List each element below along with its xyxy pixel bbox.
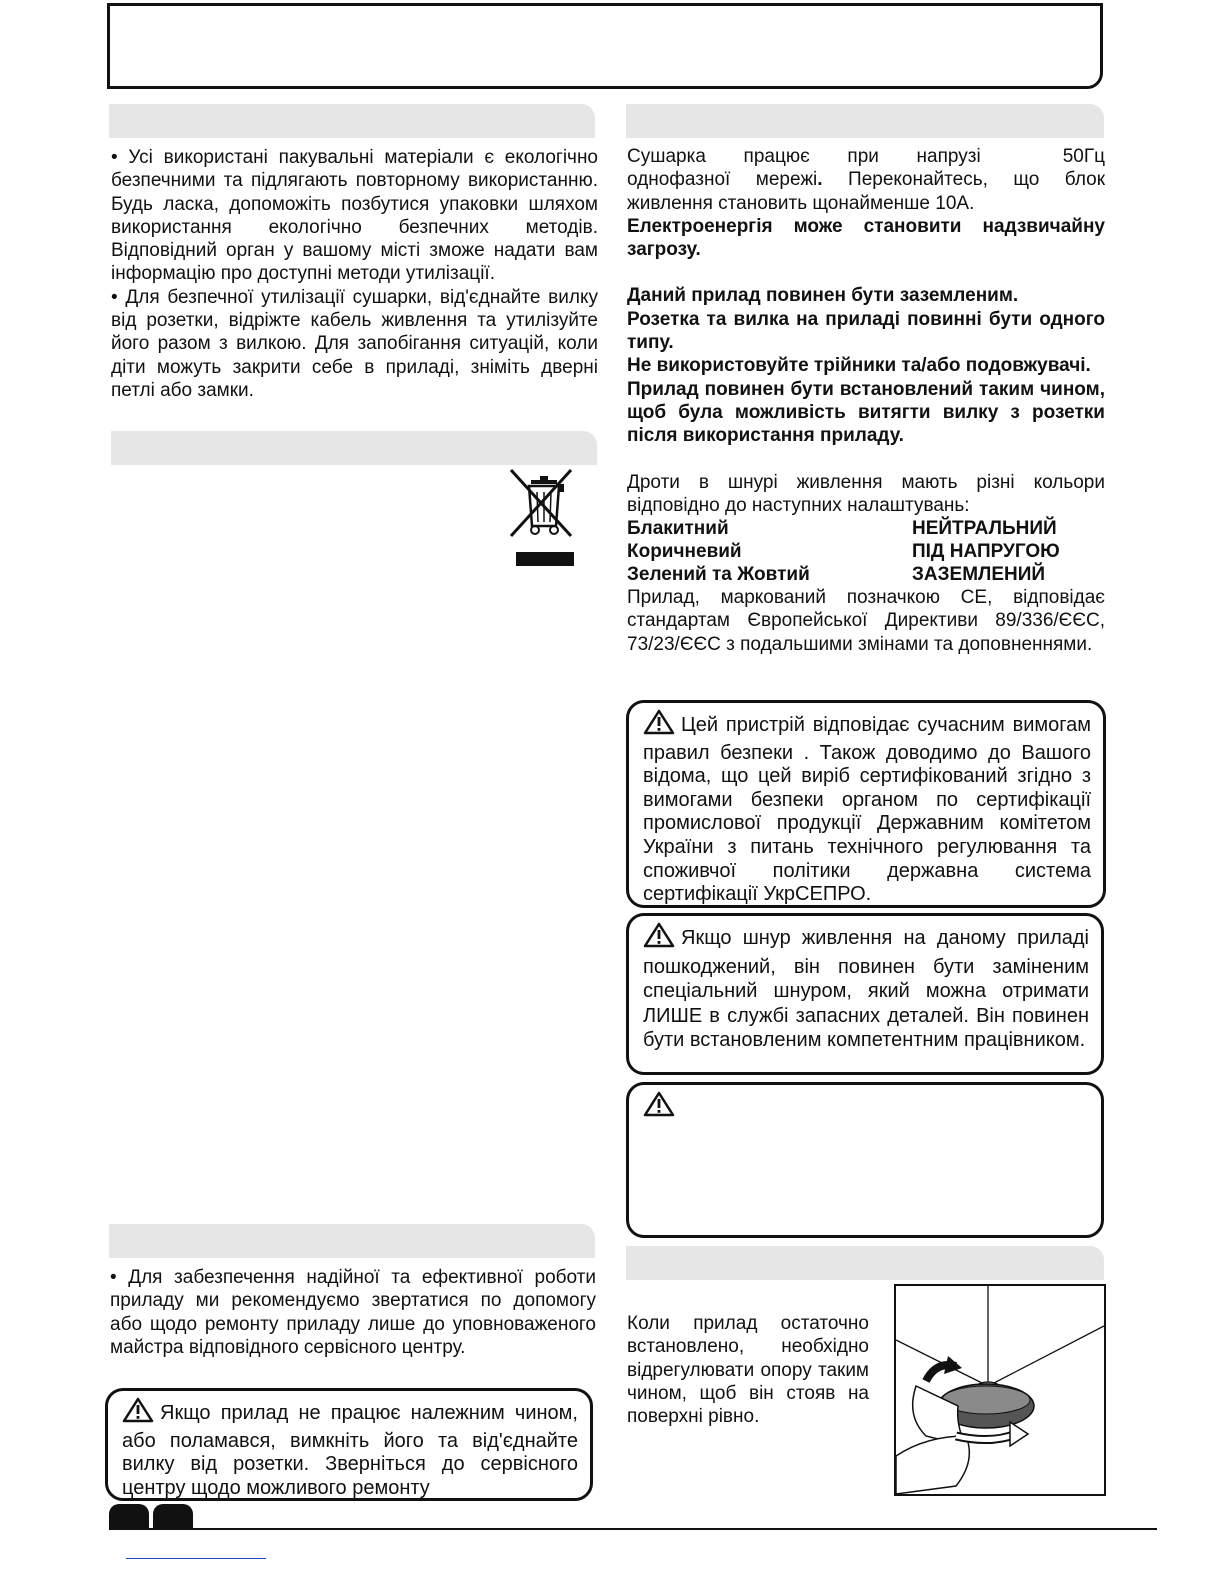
wire-row — [627, 540, 1105, 563]
adjustable-foot-illustration — [894, 1284, 1106, 1496]
warning-box-certification — [626, 700, 1106, 908]
wire-role: ПІД НАПРУГОЮ — [912, 541, 1060, 563]
warning-certification-text — [643, 709, 1091, 907]
voltage-line: Сушарка працює при напрузі — [627, 146, 981, 167]
electrical-voltage: Сушарка працює при напрузі 50Гц однофазної мережі. Переконайтесь, що блок живлення становить щонайменше 10А. — [627, 146, 1106, 214]
wire-colour: Коричневий — [627, 541, 742, 563]
wire-colour: Зелений та Жовтий — [627, 564, 810, 586]
earthing-required: Даний прилад повинен бути заземленим. — [627, 285, 1019, 307]
warning-box-empty — [626, 1082, 1104, 1238]
packaging-paragraph-1: • Усі використані пакувальні матеріали є екологічно безпечними та підлягають повторному використанню. Будь ласка, допоможіть позбутися упаковки шляхом використання екологічно безпечних методів. Відповідний орган у вашому місті зможе надати вам інформацію про доступні методи утилізації. — [111, 147, 598, 285]
warning-box-cord — [626, 913, 1104, 1075]
levelling-text: Коли прилад остаточно встановлено, необхідно відрегулювати опору таким чином, щоб він стояв на поверхні рівно. — [627, 1313, 869, 1428]
warning-triangle-icon — [643, 922, 675, 955]
warning-triangle-icon — [643, 1091, 675, 1122]
electricity-danger: Електроенергія може становити надзвичайну загрозу. — [627, 215, 1105, 261]
page-title-box — [107, 3, 1103, 89]
wire-colour: Блакитний — [627, 518, 729, 540]
socket-plug-same-type: Розетка та вилка на приладі повинні бути одного типу. — [627, 308, 1105, 354]
section-header-electrical — [626, 104, 1104, 138]
warning-triangle-icon — [122, 1397, 154, 1430]
section-header-packaging — [109, 104, 595, 138]
wire-role: НЕЙТРАЛЬНИЙ — [912, 518, 1057, 540]
warning-cord-text — [643, 922, 1089, 1053]
packaging-paragraph-2: • Для безпечної утилізації сушарки, від'єднайте вилку від розетки, відріжте кабель живлення та утилізуйте його разом з вилкою. Для запобігання ситуацій, коли діти можуть закрити себе в приладі, зніміть дверні петлі або замки. — [111, 286, 598, 401]
wires-intro: Дроти в шнурі живлення мають різні кольори відповідно до наступних налаштувань: — [627, 471, 1105, 516]
wire-colours-table — [627, 517, 1105, 586]
warning-cord-label: Якщо шнур живлення на даному приладі пошкоджений, він повинен бути заміненим спеціальний шнуром, який можна отримати ЛИШЕ в службі запасних деталей. Він повинен бути встановленим компетентним працівником. — [643, 927, 1089, 1052]
ce-compliance: Прилад, маркований позначкою CE, відповідає стандартам Європейської Директиви 89/336/ЄЄС, 73/23/ЄЄС з подальшими змінами та доповненнями. — [627, 587, 1105, 655]
footer-link-underline — [126, 1558, 266, 1559]
no-adapters: Не використовуйте трійники та/або подовжувачі. — [627, 355, 1091, 377]
frequency-value: 50Гц — [1062, 146, 1105, 167]
warning-certification-label: Цей пристрій відповідає сучасним вимогам правил безпеки . Також доводимо до Вашого відома, що цей виріб сертифікований згідно з вимогами безпеки органом по сертифікації промислової продукції Державним комітетом України з питань технічного регулювання та споживчої політики державна система сертифікації УкрСЕПРО. — [643, 714, 1091, 906]
section-header-weee — [111, 431, 597, 465]
packaging-text — [111, 146, 598, 402]
wire-row — [627, 563, 1105, 586]
warning-triangle-icon — [643, 709, 675, 742]
supply-current-line: Переконайтесь, що блок живлення становить щонайменше 10А. — [627, 169, 1106, 214]
section-header-service — [109, 1224, 595, 1258]
page-number-tab-right — [153, 1504, 193, 1530]
single-phase-line: однофазної мережі — [627, 169, 818, 191]
warning-repair-label: Якщо прилад не працює належним чином, або поламався, вимкніть його та від'єднайте вилку від розетки. Зверніться до сервісного центру щодо можливого ремонту — [122, 1402, 578, 1499]
footer-rule — [109, 1528, 1157, 1530]
crossed-out-wheelie-bin-icon — [507, 468, 579, 568]
wire-role: ЗАЗЕМЛЕНИЙ — [912, 564, 1046, 586]
section-header-levelling — [626, 1246, 1104, 1280]
warning-box-repair — [105, 1388, 593, 1501]
page-number-tab-left — [109, 1504, 149, 1530]
electrical-text — [627, 145, 1105, 656]
warning-repair-text — [122, 1397, 578, 1500]
service-paragraph: • Для забезпечення надійної та ефективної роботи приладу ми рекомендуємо звертатися по допомогу або щодо ремонту приладу лише до уповноваженого майстра відповідного сервісного центру. — [110, 1267, 596, 1358]
wire-row — [627, 517, 1105, 540]
plug-accessible: Прилад повинен бути встановлений таким чином, щоб була можливість витягти вилку з розетки після використання приладу. — [627, 378, 1105, 447]
